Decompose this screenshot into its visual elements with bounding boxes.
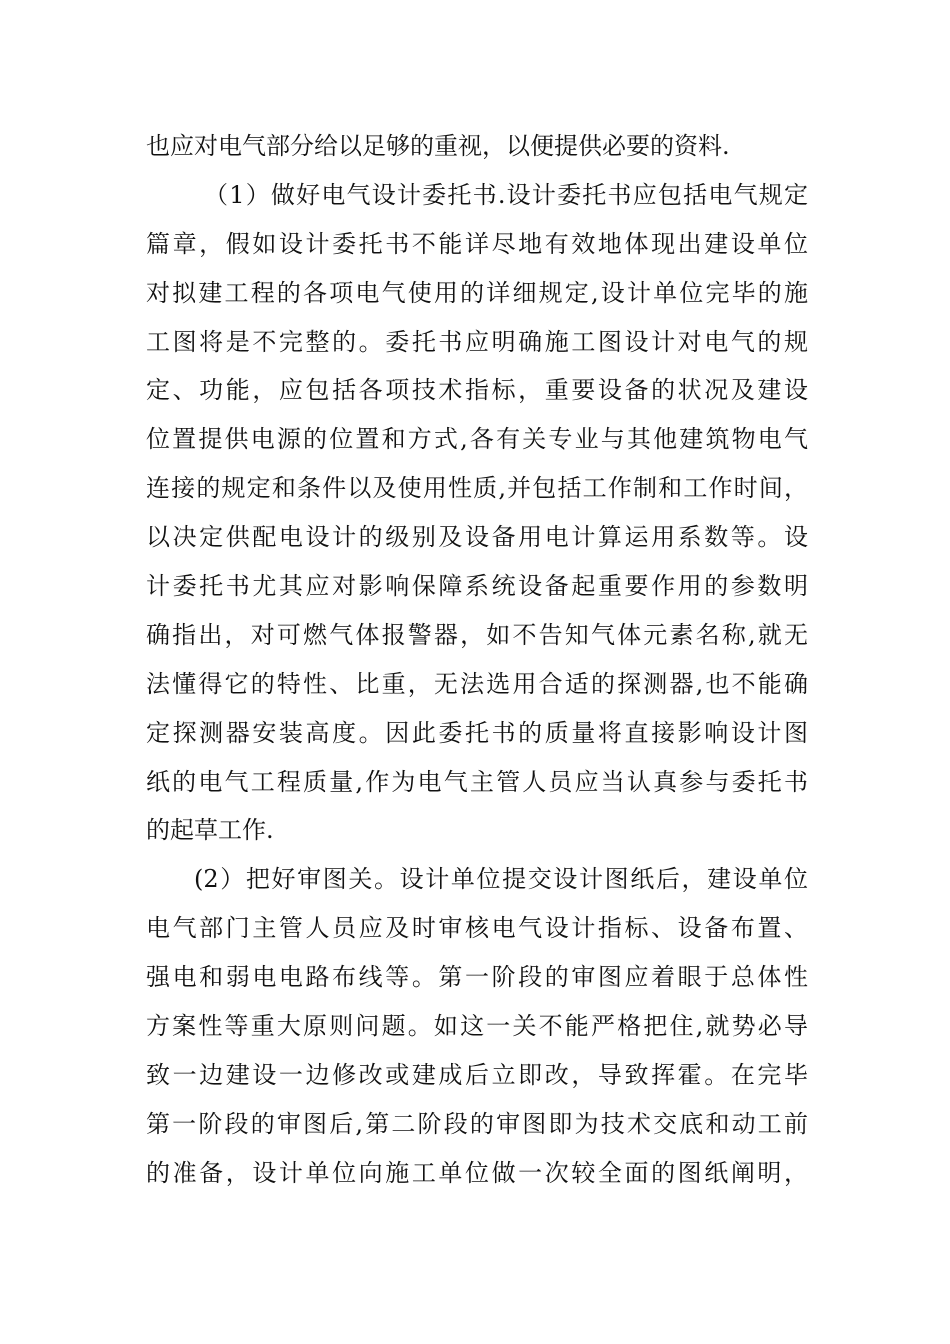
paragraph-end-line: 的起草工作. (146, 816, 274, 845)
text-line: 致一边建设一边修改或建成后立即改，导致挥霍。在完毕 (146, 1060, 808, 1089)
text-line: 以决定供配电设计的级别及设备用电计算运用系数等。设 (146, 523, 808, 552)
text-line: 对拟建工程的各项电气使用的详细规定,设计单位完毕的施 (146, 278, 808, 307)
text-line: 法懂得它的特性、比重，无法选用合适的探测器,也不能确 (146, 669, 808, 698)
text-line: 也应对电气部分给以足够的重视，以便提供必要的资料. (146, 132, 730, 160)
text-line: 位置提供电源的位置和方式,各有关专业与其他建筑物电气 (146, 425, 808, 454)
text-line: 的准备，设计单位向施工单位做一次较全面的图纸阐明， (146, 1158, 808, 1187)
text-line: 确指出，对可燃气体报警器，如不告知气体元素名称,就无 (146, 620, 808, 649)
text-line: 定探测器安装高度。因此委托书的质量将直接影响设计图 (146, 718, 808, 747)
body-text (146, 122, 826, 1198)
text-line: 第一阶段的审图后,第二阶段的审图即为技术交底和动工前 (146, 1109, 808, 1138)
text-line: 强电和弱电电路布线等。第一阶段的审图应着眼于总体性 (146, 963, 808, 992)
paragraph-start-line: (2）把好审图关。设计单位提交设计图纸后，建设单位 (194, 865, 808, 894)
text-line: 纸的电气工程质量,作为电气主管人员应当认真参与委托书 (146, 767, 808, 796)
text-line: 篇章，假如设计委托书不能详尽地有效地体现出建设单位 (146, 229, 808, 258)
paragraph-start-line: （1）做好电气设计委托书.设计委托书应包括电气规定 (204, 180, 808, 209)
text-line: 工图将是不完整的。委托书应明确施工图设计对电气的规 (146, 327, 808, 356)
text-line: 定、功能，应包括各项技术指标，重要设备的状况及建设 (146, 376, 808, 405)
text-line: 方案性等重大原则问题。如这一关不能严格把住,就势必导 (146, 1012, 808, 1041)
text-line: 电气部门主管人员应及时审核电气设计指标、设备布置、 (146, 914, 808, 943)
text-line: 连接的规定和条件以及使用性质,并包括工作制和工作时间， (146, 474, 808, 503)
text-line: 计委托书尤其应对影响保障系统设备起重要作用的参数明 (146, 572, 808, 601)
